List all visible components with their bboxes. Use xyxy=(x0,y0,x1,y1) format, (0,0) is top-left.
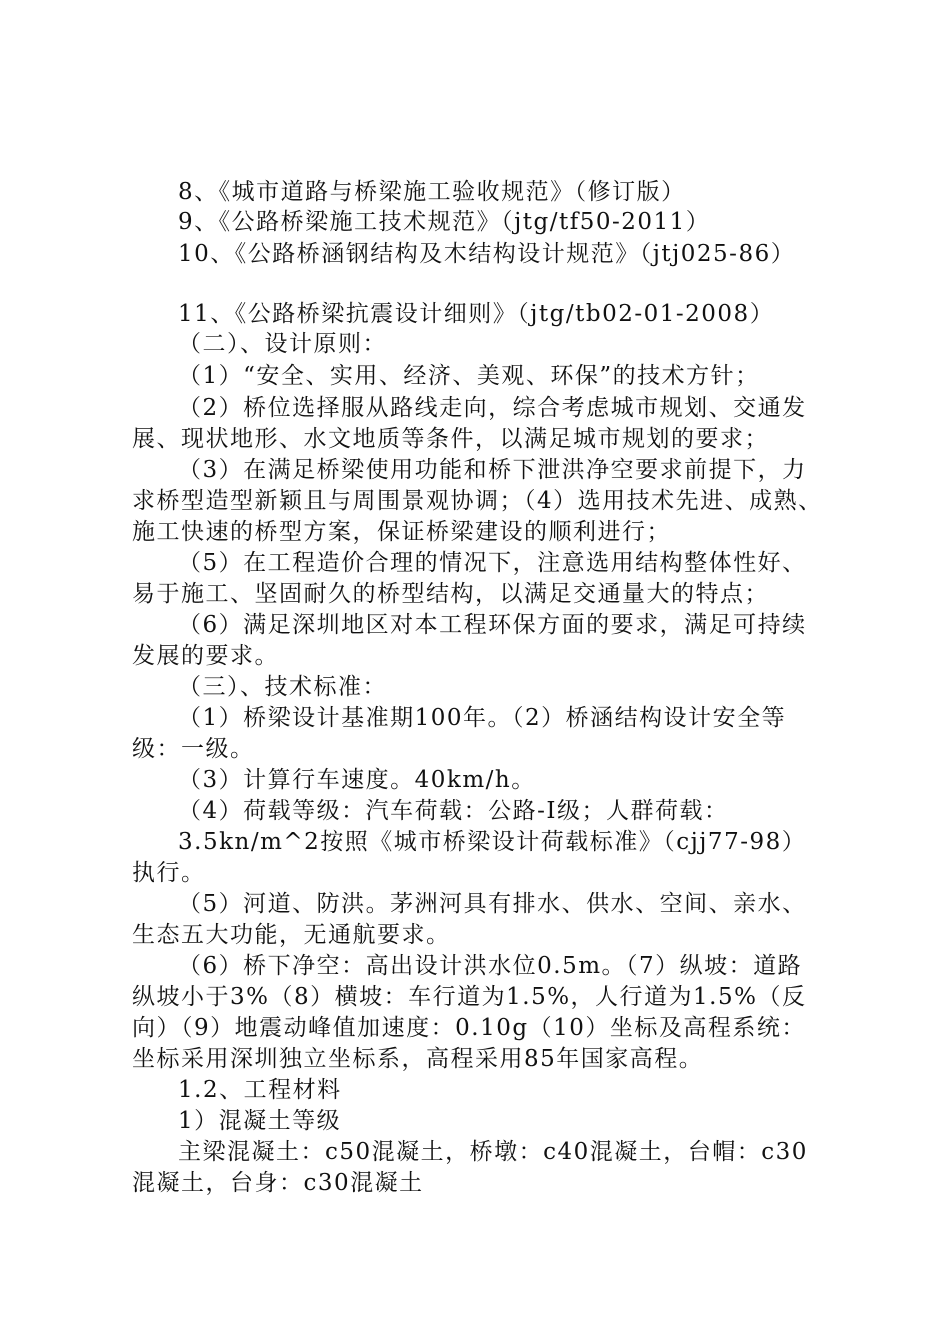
text-line: 混凝土，台身：c30混凝土 xyxy=(132,1170,424,1196)
text-line: 执行。 xyxy=(132,860,206,886)
text-line: （2）桥位选择服从路线走向，综合考虑城市规划、交通发 xyxy=(178,395,807,421)
text-line: （6）桥下净空：高出设计洪水位0.5m。（7）纵坡：道路 xyxy=(178,953,803,979)
text-line: 坐标采用深圳独立坐标系，高程采用85年国家高程。 xyxy=(132,1046,704,1072)
section-heading: 1.2、工程材料 xyxy=(178,1077,342,1103)
text-line: 级：一级。 xyxy=(132,736,255,762)
text-line: 施工快速的桥型方案，保证桥梁建设的顺利进行； xyxy=(132,519,671,545)
text-line: 11、《公路桥梁抗震设计细则》（jtg/tb02-01-2008） xyxy=(178,301,775,327)
text-line: 发展的要求。 xyxy=(132,643,279,669)
text-line: 纵坡小于3%（8）横坡：车行道为1.5%，人行道为1.5%（反 xyxy=(132,984,807,1010)
text-line: （5）在工程造价合理的情况下，注意选用结构整体性好、 xyxy=(178,550,807,576)
text-line: 9、《公路桥梁施工技术规范》（jtg/tf50-2011） xyxy=(178,209,711,235)
subsection-heading: 1）混凝土等级 xyxy=(178,1108,342,1134)
text-line: （6）满足深圳地区对本工程环保方面的要求，满足可持续 xyxy=(178,612,807,638)
text-line: （3）在满足桥梁使用功能和桥下泄洪净空要求前提下，力 xyxy=(178,457,807,483)
section-heading: （三）、技术标准： xyxy=(178,674,387,700)
text-line: （5）河道、防洪。茅洲河具有排水、供水、空间、亲水、 xyxy=(178,891,807,917)
text-line: （4）荷载等级：汽车荷载：公路-Ⅰ级；人群荷载： xyxy=(178,798,729,824)
text-line: 求桥型造型新颖且与周围景观协调；（4）选用技术先进、成熟、 xyxy=(132,488,823,514)
section-heading: （二）、设计原则： xyxy=(178,331,387,357)
text-line: （3）计算行车速度。40km/h。 xyxy=(178,767,536,793)
text-line: 8、《城市道路与桥梁施工验收规范》（修订版） xyxy=(178,179,686,205)
text-line: 易于施工、坚固耐久的桥型结构，以满足交通量大的特点； xyxy=(132,581,769,607)
text-line: 3.5kn/m^2按照《城市桥梁设计荷载标准》（cjj77-98） xyxy=(178,829,807,855)
text-line: 主梁混凝土：c50混凝土，桥墩：c40混凝土，台帽：c30 xyxy=(178,1139,808,1165)
text-line: 向）（9）地震动峰值加速度：0.10g（10）坐标及高程系统： xyxy=(132,1015,806,1041)
text-line: （1）“安全、实用、经济、美观、环保”的技术方针； xyxy=(178,363,760,389)
text-line: （1）桥梁设计基准期100年。（2）桥涵结构设计安全等 xyxy=(178,705,787,731)
text-line: 10、《公路桥涵钢结构及木结构设计规范》（jtj025-86） xyxy=(178,241,796,267)
text-line: 生态五大功能，无通航要求。 xyxy=(132,922,451,948)
text-line: 展、现状地形、水文地质等条件，以满足城市规划的要求； xyxy=(132,426,769,452)
